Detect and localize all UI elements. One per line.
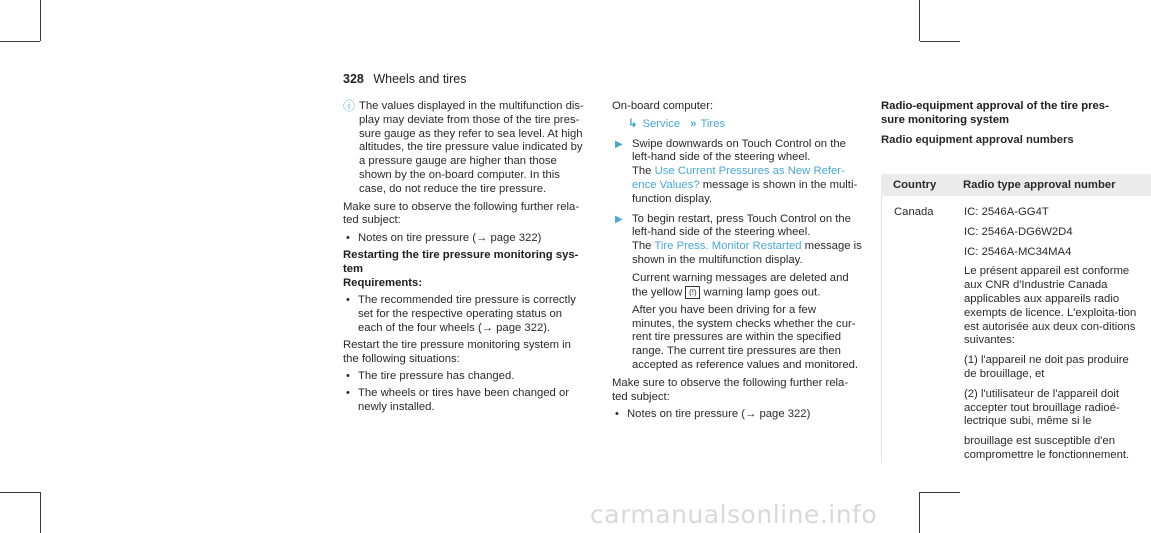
restart-text: Restart the tire pressure monitoring system in xyxy=(343,338,571,351)
crop-mark xyxy=(0,492,40,493)
table-header xyxy=(881,174,1151,196)
crop-mark xyxy=(40,492,41,533)
info-icon: ⓘ xyxy=(343,99,356,113)
section-heading: Radio-equipment approval of the tire pres- xyxy=(881,100,1109,112)
page-number: 328 xyxy=(343,72,364,86)
display-message: Use Current Pressures as New Refer- xyxy=(654,165,845,178)
list-item: • The recommended tire pressure is correctly set for the respective operating status on each of the four wheels (→ page 322). xyxy=(346,294,576,334)
step-arrow-icon: ▶ xyxy=(615,213,623,225)
display-message: Tire Press. Monitor Restarted xyxy=(654,240,802,253)
note-line: altitudes, the tire pressure value indicated by xyxy=(359,141,583,154)
list-item: • The wheels or tires have been changed or newly installed. xyxy=(346,387,570,413)
observe-text: Make sure to observe the following further rela- xyxy=(612,376,849,389)
crop-mark xyxy=(40,0,41,41)
crop-mark xyxy=(0,41,40,42)
french-text: brouillage est susceptible d'en compromettre le fonctionnement. xyxy=(964,435,1130,461)
cell-country: Canada xyxy=(894,206,934,218)
observe-text: ted subject: xyxy=(612,390,670,403)
french-text: Le présent appareil est conforme aux CNR d'Industrie Canada applicables aux appareils radio exempts de licence. L'exploita-tion est autorisée aux deux con-ditions suivantes: xyxy=(964,265,1137,347)
display-message: ence Values? xyxy=(632,178,700,191)
section-title: Wheels and tires xyxy=(373,72,467,86)
crop-mark xyxy=(919,492,920,533)
bullet-icon: • xyxy=(346,387,350,400)
onboard-label: On-board computer: xyxy=(612,100,714,112)
note-line: case, do not reduce the tire pressure. xyxy=(359,182,547,195)
list-item: • Notes on tire pressure (→ page 322) xyxy=(346,232,542,245)
crop-mark xyxy=(920,41,960,42)
section-heading: Restarting the tire pressure monitoring sys- xyxy=(343,248,579,261)
note-line: play may deviate from those of the tire pres- xyxy=(359,113,580,126)
list-item: • The tire pressure has changed. xyxy=(346,370,515,383)
menu-tires[interactable]: Tires xyxy=(700,117,726,130)
watermark: carmanualsonline.info xyxy=(590,500,878,529)
page-reference-link[interactable]: Notes on tire pressure (→ page 322) xyxy=(627,408,811,421)
note-line: a pressure gauge are higher than those xyxy=(359,155,557,168)
page-reference-link[interactable]: → page 322) xyxy=(476,232,542,245)
bullet-icon: • xyxy=(615,408,619,421)
list-item xyxy=(612,408,867,422)
approval-id: IC: 2546A-GG4T xyxy=(964,206,1049,218)
double-chevron-icon: » xyxy=(690,117,697,130)
column-right xyxy=(881,100,1151,157)
bullet-icon: • xyxy=(346,232,350,245)
section-heading: sure monitoring system xyxy=(881,113,1010,126)
cell-approval xyxy=(964,196,1144,463)
section-heading: tem xyxy=(343,262,364,275)
french-text: (1) l'appareil ne doit pas produire de brouillage, et xyxy=(964,354,1129,380)
info-note xyxy=(343,100,598,197)
bullet-icon: • xyxy=(346,294,350,307)
french-text: (2) l'utilisateur de l'appareil doit accepter tout brouillage radioé-lectrique subi, même si le xyxy=(964,387,1120,428)
path-arrow-icon: ↳ xyxy=(628,117,638,130)
note-line: sure gauge as they refer to sea level. At high xyxy=(359,127,583,140)
menu-service[interactable]: Service xyxy=(642,117,681,130)
header-approval-number: Radio type approval number xyxy=(963,179,1116,191)
approval-table xyxy=(881,174,1151,469)
menu-path xyxy=(612,118,867,132)
subsection-heading: Radio equipment approval numbers xyxy=(881,133,1074,146)
approval-id: IC: 2546A-MC34MA4 xyxy=(964,245,1072,258)
approval-id: IC: 2546A-DG6W2D4 xyxy=(964,225,1073,238)
column-left xyxy=(343,100,598,418)
restart-text: the following situations: xyxy=(343,352,460,365)
bullet-icon: • xyxy=(346,370,350,383)
page-header xyxy=(343,72,466,86)
tire-pressure-warning-icon: (!) xyxy=(685,286,700,299)
note-line: shown by the on-board computer. In this xyxy=(359,168,560,181)
header-country: Country xyxy=(893,179,937,191)
table-row xyxy=(881,196,1151,463)
observe-text: Make sure to observe the following further rela- xyxy=(343,200,580,213)
observe-text: ted subject: xyxy=(343,214,401,227)
column-middle xyxy=(612,100,867,425)
crop-mark xyxy=(920,492,960,493)
step-2: ▶ To begin restart, press Touch Control on the left-hand side of the steering wheel. The Tire Press. Monitor Restarted message is shown in the multifunction display. Current warning messages are deleted and the yellow (!) warning lamp goes out. After you have been driving for a few minutes, the system checks whether the cur- rent tire pressures are within the specified range. The current tire pressures are then accepted as reference values and monitored. xyxy=(615,212,862,372)
requirements-label: Requirements: xyxy=(343,276,423,289)
crop-mark xyxy=(919,0,920,41)
step-1: ▶ Swipe downwards on Touch Control on the left-hand side of the steering wheel. The Use Current Pressures as New Refer- ence Values? message is shown in the multi- function display. xyxy=(615,137,858,205)
note-line: The values displayed in the multifunction dis- xyxy=(359,100,584,112)
step-arrow-icon: ▶ xyxy=(615,138,623,150)
